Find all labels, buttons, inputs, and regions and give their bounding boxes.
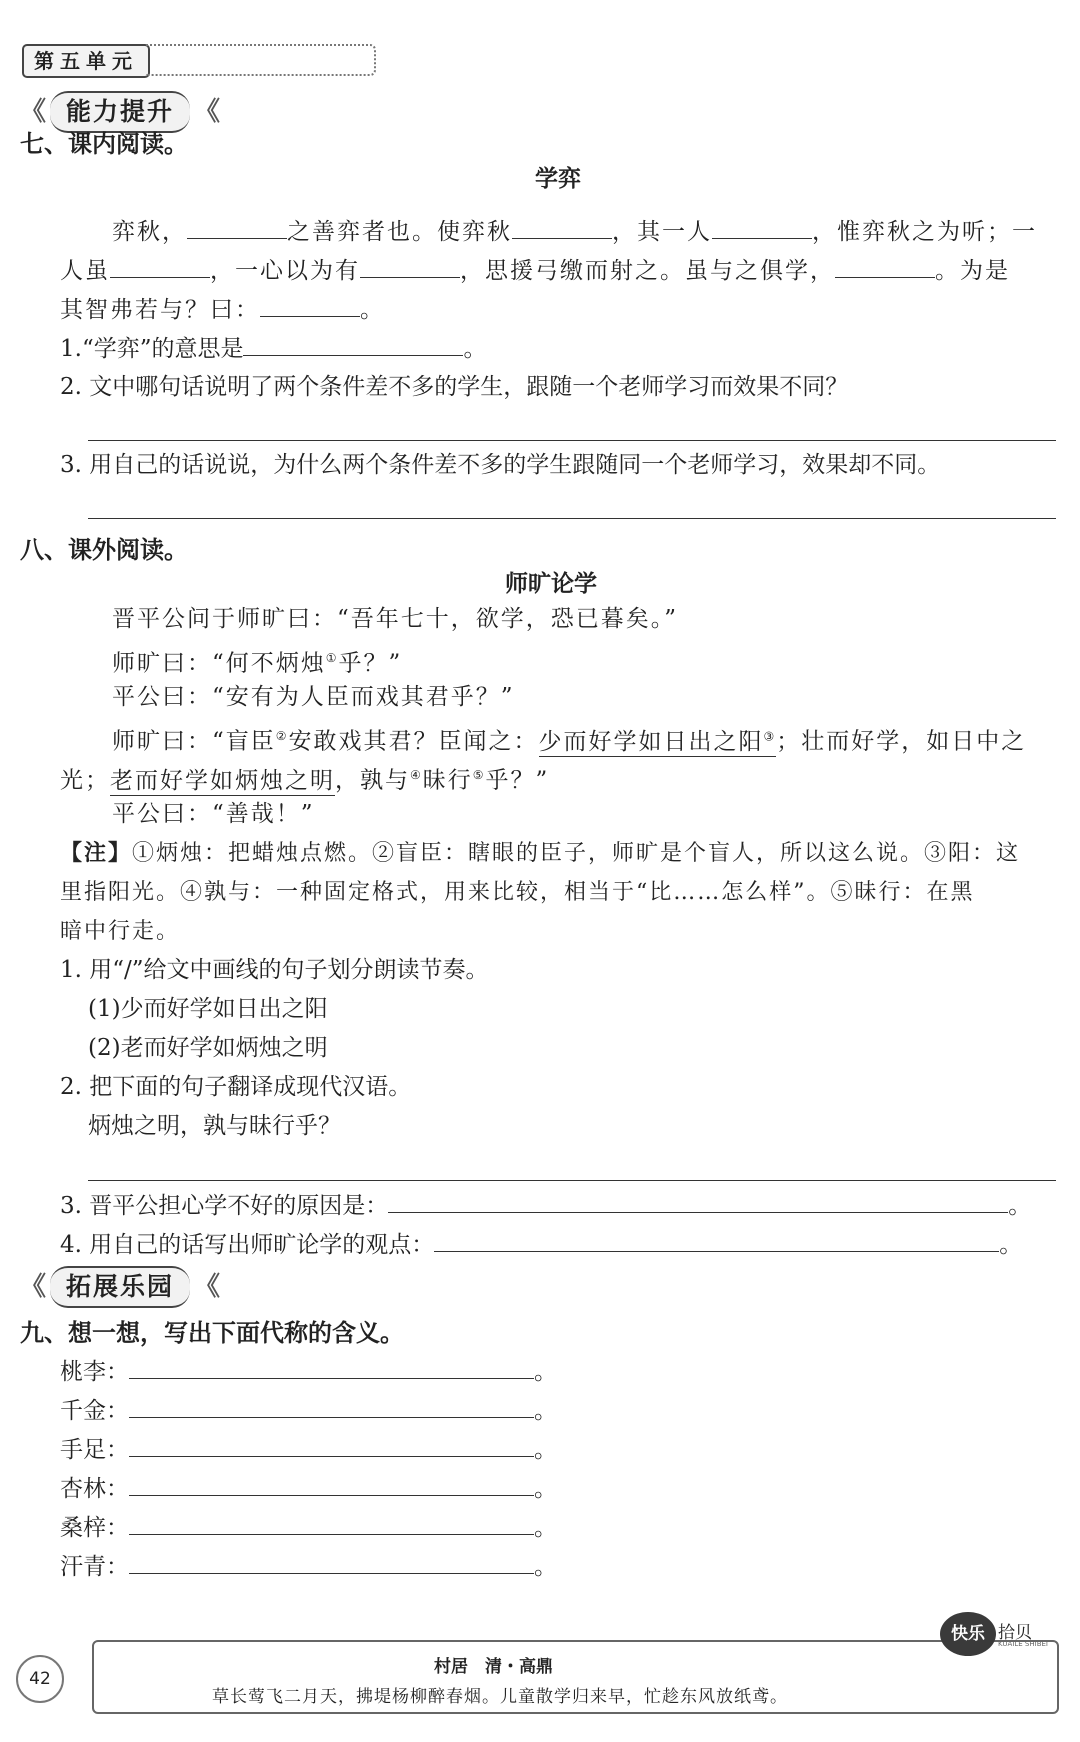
footnote-mark: ② <box>275 729 289 743</box>
q7-title: 学弈 <box>535 166 581 192</box>
text: 弈秋， <box>112 219 187 245</box>
blank-field[interactable] <box>129 1352 534 1379</box>
q7-line1 <box>112 212 1037 252</box>
footer-poem-box <box>92 1640 1059 1714</box>
text: 3. 晋平公担心学不好的原因是： <box>60 1193 389 1219</box>
text: 其智弗若与？曰： <box>60 297 260 323</box>
badge-logo: 快乐 <box>940 1612 996 1656</box>
left-chevron-icon: 《 <box>20 1272 47 1302</box>
text: 。 <box>360 297 385 323</box>
blank-field[interactable] <box>243 329 463 356</box>
q9-heading: 九、想一想，写出下面代称的含义。 <box>20 1319 404 1347</box>
right-double-chevron-icon: 《 <box>194 97 221 127</box>
section-expand <box>20 1268 220 1306</box>
text: 昧行 <box>422 767 473 794</box>
text: 光； <box>60 767 110 794</box>
blank-field[interactable] <box>129 1430 534 1457</box>
badge-text: 拾贝 <box>998 1623 1032 1643</box>
blank-field[interactable] <box>129 1469 534 1496</box>
footnote-mark: ④ <box>410 768 423 782</box>
text: 乎？” <box>485 767 550 794</box>
text: 。 <box>463 336 487 362</box>
text: ，孰与 <box>335 767 410 794</box>
footnote-mark: ① <box>325 651 339 665</box>
underlined-sentence: 少而好学如日出之阳 <box>538 728 764 755</box>
text: 。 <box>534 1515 557 1541</box>
poem-title: 村居 清・高鼎 <box>434 1657 553 1677</box>
text: 人虽 <box>60 258 110 284</box>
q8-note2: 里指阳光。④孰与：一种固定格式，用来比较，相当于“比……怎么样”。⑤昧行：在黑 <box>60 880 975 905</box>
text: 。 <box>534 1437 557 1463</box>
q8-title: 师旷论学 <box>505 571 597 597</box>
section-expand-label: 拓展乐园 <box>50 1266 190 1308</box>
q7-sub3: 3. 用自己的话说说，为什么两个条件差不多的学生跟随同一个老师学习，效果却不同。 <box>60 452 941 478</box>
text: 之善弈者也。使弈秋 <box>287 219 512 245</box>
poem-text: 草长莺飞二月天，拂堤杨柳醉春烟。儿童散学归来早，忙趁东风放纸鸢。 <box>212 1687 788 1707</box>
text: 。 <box>1008 1193 1032 1219</box>
answer-line[interactable] <box>88 1180 1056 1181</box>
q8-sub1-item1: (1)少而好学如日出之阳 <box>88 996 328 1022</box>
q8-para3: 平公曰：“安有为人臣而戏其君乎？” <box>112 684 515 710</box>
note-label: 【注】 <box>60 840 133 866</box>
text: 。 <box>534 1398 557 1424</box>
q8-para5 <box>60 756 549 801</box>
q8-para4 <box>112 717 1026 762</box>
blank-field[interactable] <box>187 212 287 239</box>
q9-item <box>60 1352 557 1392</box>
text: 。 <box>534 1554 557 1580</box>
text: 。 <box>534 1359 557 1385</box>
q8-sub3 <box>60 1186 1031 1226</box>
q8-sub1-item2: (2)老而好学如炳烛之明 <box>88 1035 328 1061</box>
text: 1.“学弈”的意思是 <box>60 336 244 362</box>
answer-line[interactable] <box>88 440 1056 441</box>
blank-field[interactable] <box>434 1225 999 1252</box>
badge-subtext: KUAILE SHIBEI <box>998 1640 1048 1648</box>
item-label: 杏林： <box>60 1476 129 1502</box>
text: ①炳烛：把蜡烛点燃。②盲臣：瞎眼的臣子，师旷是个盲人，所以这么说。③阳：这 <box>132 841 1021 866</box>
blank-field[interactable] <box>110 251 210 278</box>
text: ，思援弓缴而射之。虽与之俱学， <box>460 258 835 284</box>
text: ；壮而好学，如日中之 <box>776 728 1027 755</box>
text: 。 <box>999 1232 1023 1258</box>
blank-field[interactable] <box>129 1508 534 1535</box>
text: ，惟弈秋之为听；一 <box>812 219 1037 245</box>
item-label: 千金： <box>60 1398 129 1424</box>
text: 。 <box>534 1476 557 1502</box>
q8-para1: 晋平公问于师旷曰：“吾年七十，欲学，恐已暮矣。” <box>112 606 679 632</box>
text: ，一心以为有 <box>210 258 360 284</box>
unit-dotted-border <box>146 44 376 76</box>
section-ability-label: 能力提升 <box>50 91 190 133</box>
text: 师旷曰：“盲臣 <box>112 728 276 755</box>
blank-field[interactable] <box>360 251 460 278</box>
q8-sub1: 1. 用“/”给文中画线的句子划分朗读节奏。 <box>60 957 489 983</box>
q8-note1 <box>60 834 1020 873</box>
q9-item <box>60 1391 557 1431</box>
text: 。为是 <box>935 258 1010 284</box>
q7-heading: 七、课内阅读。 <box>20 130 188 158</box>
item-label: 桃李： <box>60 1359 129 1385</box>
blank-field[interactable] <box>129 1391 534 1418</box>
blank-field[interactable] <box>129 1547 534 1574</box>
text: 师旷曰：“何不炳烛 <box>112 650 326 677</box>
q9-item <box>60 1508 557 1548</box>
q8-sub2: 2. 把下面的句子翻译成现代汉语。 <box>60 1074 412 1100</box>
item-label: 汗青： <box>60 1554 129 1580</box>
q7-line3 <box>60 290 385 330</box>
blank-field[interactable] <box>712 212 812 239</box>
footnote-mark: ③ <box>763 729 777 743</box>
footnote-mark: ⑤ <box>472 768 486 782</box>
unit-label: 第五单元 <box>22 44 150 78</box>
q7-sub2: 2. 文中哪句话说明了两个条件差不多的学生，跟随一个老师学习而效果不同？ <box>60 374 849 400</box>
q7-sub1 <box>60 329 486 369</box>
q9-item <box>60 1469 557 1509</box>
text: 4. 用自己的话写出师旷论学的观点： <box>60 1232 435 1258</box>
q9-item <box>60 1547 557 1587</box>
item-label: 手足： <box>60 1437 129 1463</box>
answer-line[interactable] <box>88 518 1056 519</box>
left-chevron-icon: 《 <box>20 97 47 127</box>
text: 安敢戏其君？臣闻之： <box>288 728 539 755</box>
q8-note3: 暗中行走。 <box>60 919 181 944</box>
item-label: 桑梓： <box>60 1515 129 1541</box>
q8-heading: 八、课外阅读。 <box>20 536 188 564</box>
blank-field[interactable] <box>512 212 612 239</box>
blank-field[interactable] <box>835 251 935 278</box>
q7-line2 <box>60 251 1010 291</box>
page-number: 42 <box>16 1655 64 1703</box>
underlined-sentence: 老而好学如炳烛之明 <box>110 767 335 794</box>
q8-para2 <box>112 639 402 684</box>
text: 乎？” <box>338 650 403 677</box>
blank-field[interactable] <box>388 1186 1008 1213</box>
right-double-chevron-icon: 《 <box>194 1272 221 1302</box>
blank-field[interactable] <box>260 290 360 317</box>
text: ，其一人 <box>612 219 712 245</box>
q9-item <box>60 1430 557 1470</box>
q8-para6: 平公曰：“善哉！” <box>112 801 315 827</box>
q8-sub4 <box>60 1225 1022 1265</box>
q8-sub2-text: 炳烛之明，孰与昧行乎？ <box>88 1113 341 1139</box>
